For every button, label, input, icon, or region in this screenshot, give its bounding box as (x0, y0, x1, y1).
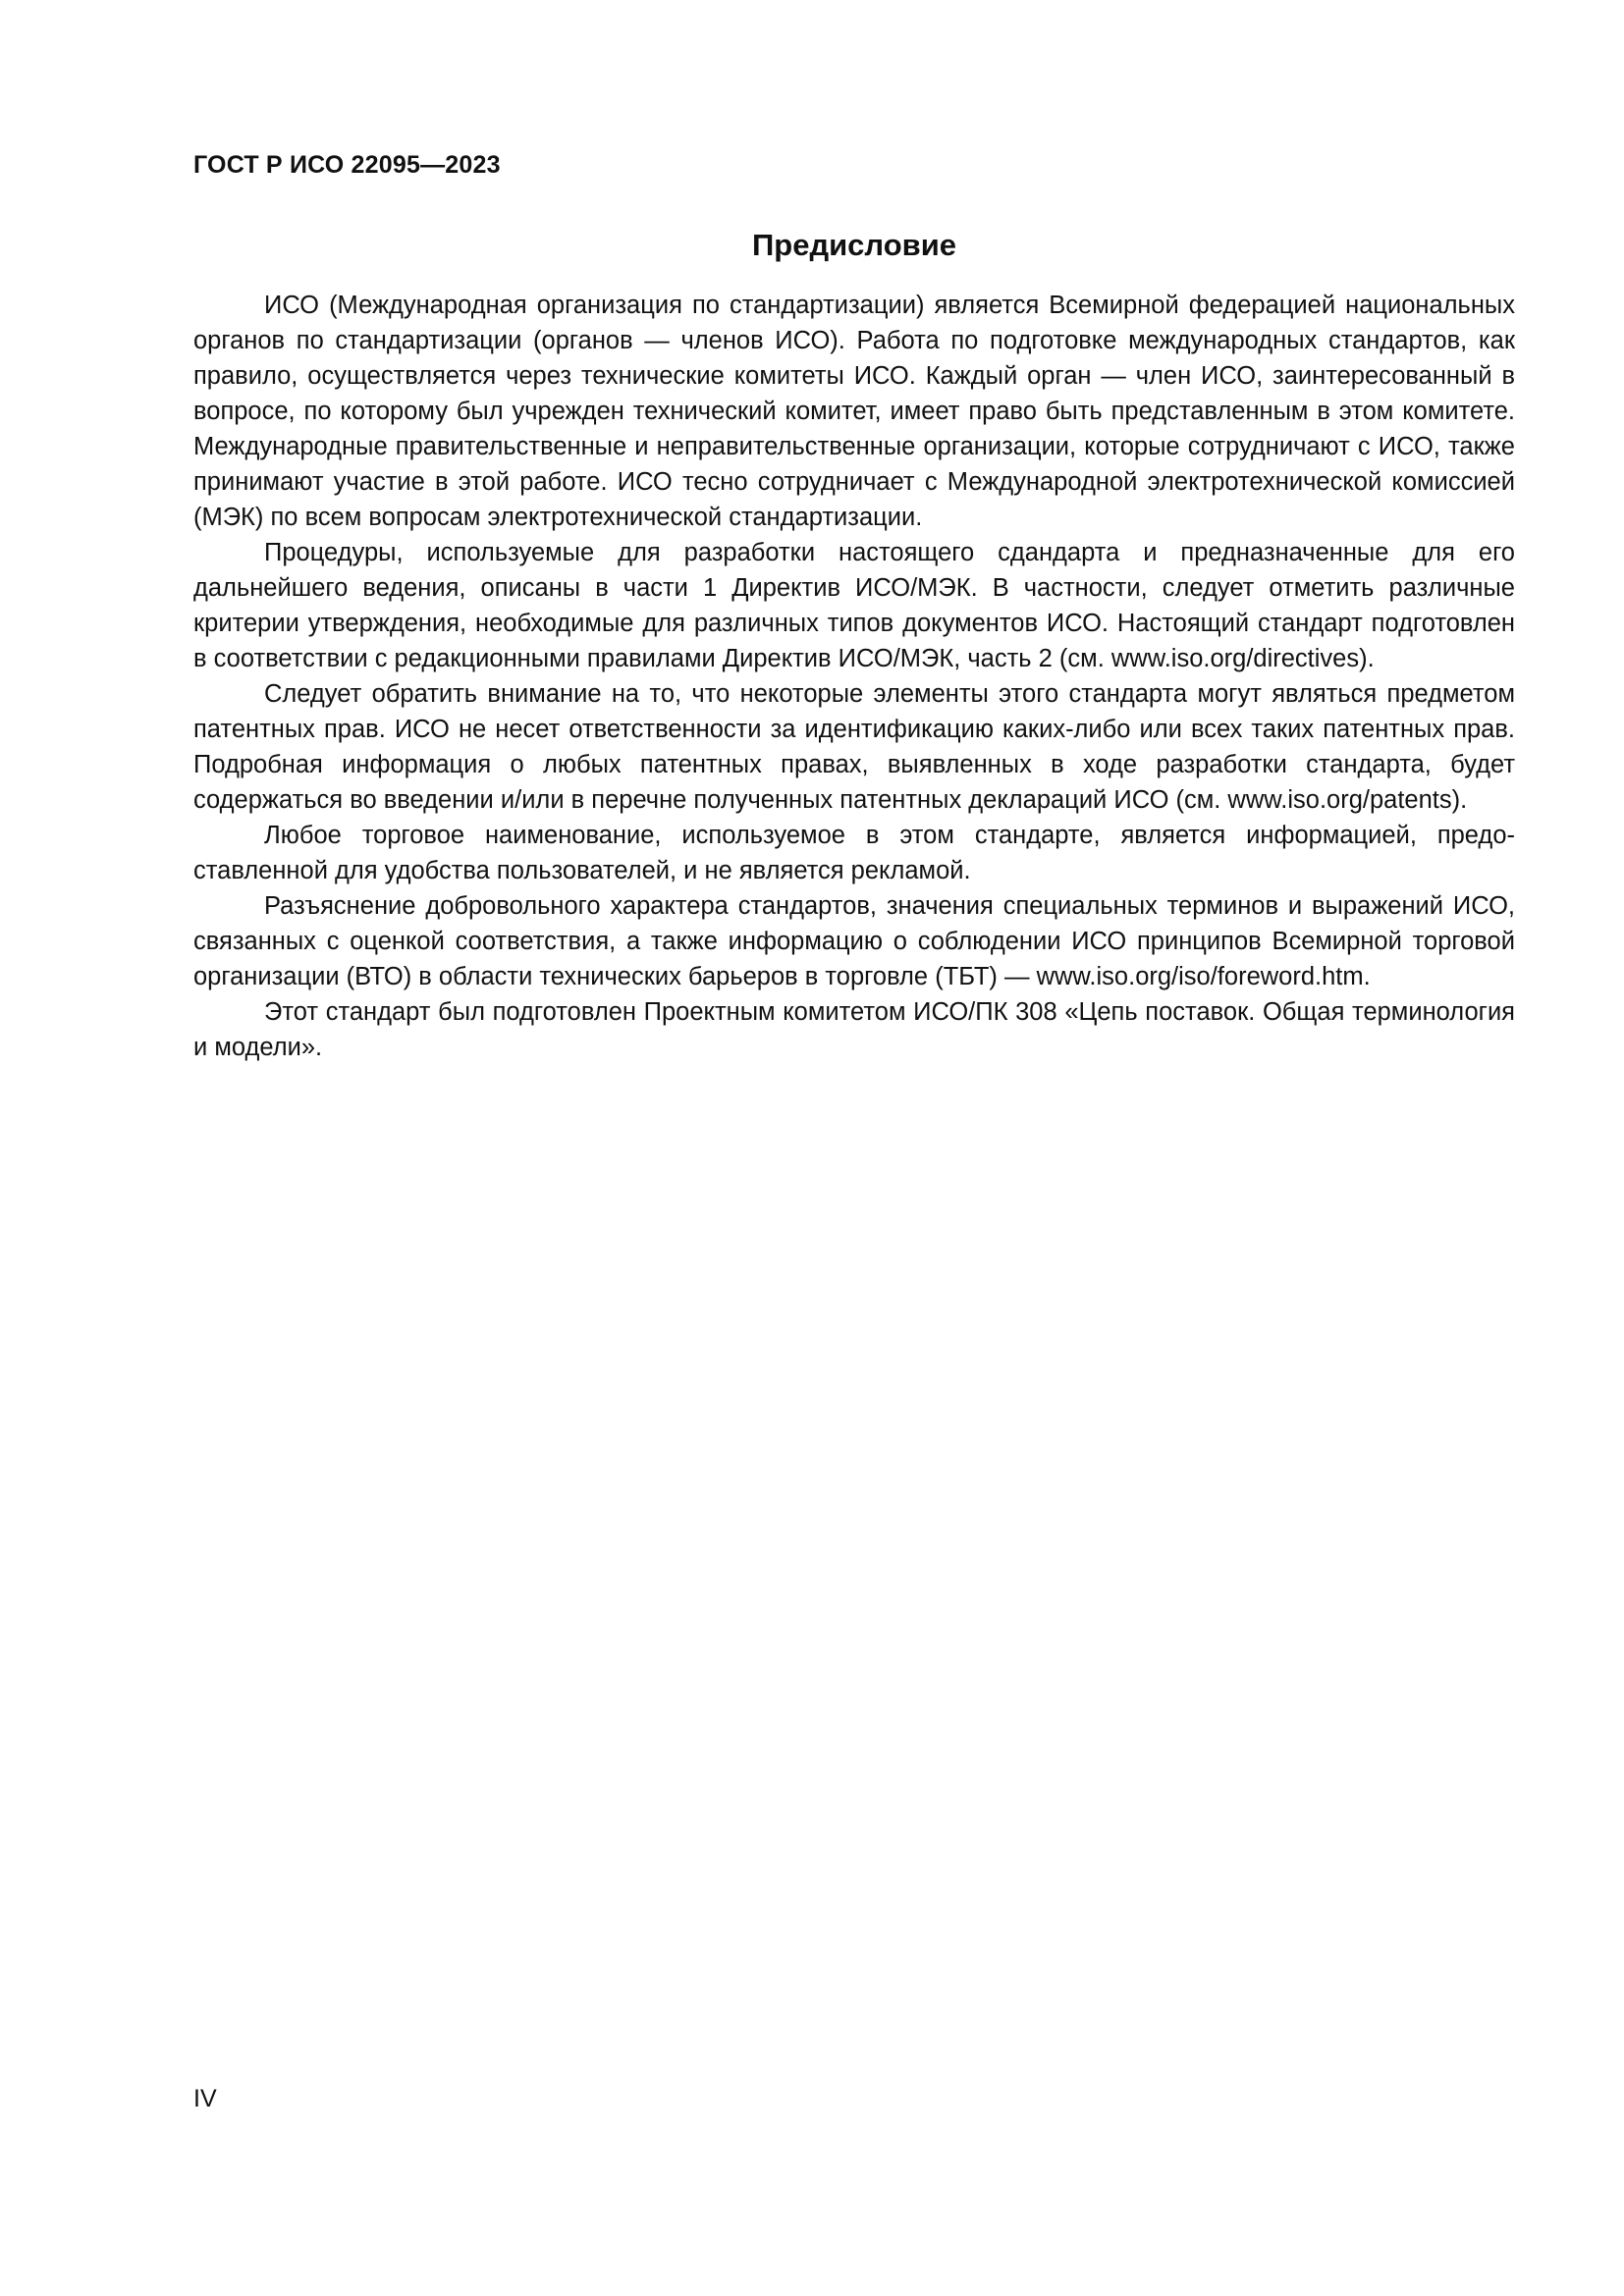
paragraph-trade-names: Любое торговое наименование, используемое в этом стандарте, является информацией, предоставленной для удобства пользователей, и не является рекламой. (193, 822, 1515, 884)
paragraph-patents: Следует обратить внимание на то, что некоторые элементы этого стандарта могут являться предметом патентных прав. ИСО не несет ответственности за идентификацию каких-либо или всех таких патентных прав. Подробная информация о любых патентных правах, выявленных в ходе разработки стандарта, будет содержаться во введении и/или в перечне полученных патентных деклараций ИСО (см. www.iso.org/patents). (193, 680, 1515, 814)
paragraph-iso-intro: ИСО (Международная организация по стандартизации) является Всемирной федерацией национальных органов по стандартизации (органов — членов ИСО). Работа по подготовке международных стандартов, как правило, осуществляется через технические комитеты ИСО. Каждый орган — член ИСО, заинтересованный в вопросе, по которому был учрежден технический комитет, имеет право быть представленным в этом комитете. Международные правительственные и неправительственные организации, которые сотрудничают с ИСО, также принимают участие в этой работе. ИСО тесно сотрудничает с Международной электротехнической комиссией (МЭК) по всем вопросам электротехнической стандартизации. (193, 292, 1515, 531)
page-title: Предисловие (751, 228, 956, 262)
page-number: IV (193, 2085, 217, 2112)
foreword-body (193, 288, 1515, 1065)
paragraph-committee: Этот стандарт был подготовлен Проектным комитетом ИСО/ПК 308 «Цепь поставок. Общая терминология и модели». (193, 998, 1515, 1061)
paragraph-procedures: Процедуры, используемые для разработки настоящего сдандарта и предназначенные для его дальнейшего ведения, описаны в части 1 Директив ИСО/МЭК. В частности, следует отметить различные критерии утверждения, необходимые для различных типов документов ИСО. Настоящий стандарт подготовлен в соответствии с редакционными правилами Директив ИСО/МЭК, часть 2 (см. www.iso.org/directives). (193, 539, 1515, 672)
paragraph-voluntary-nature: Разъяснение добровольного характера стандартов, значения специальных терминов и выражений ИСО, связанных с оценкой соответствия, а также информацию о соблюдении ИСО принципов Всемирной торговой организации (ВТО) в области технических барьеров в торговле (ТБТ) — www.iso.org/iso/foreword.htm. (193, 892, 1515, 990)
standard-id-header: ГОСТ Р ИСО 22095—2023 (193, 151, 501, 179)
